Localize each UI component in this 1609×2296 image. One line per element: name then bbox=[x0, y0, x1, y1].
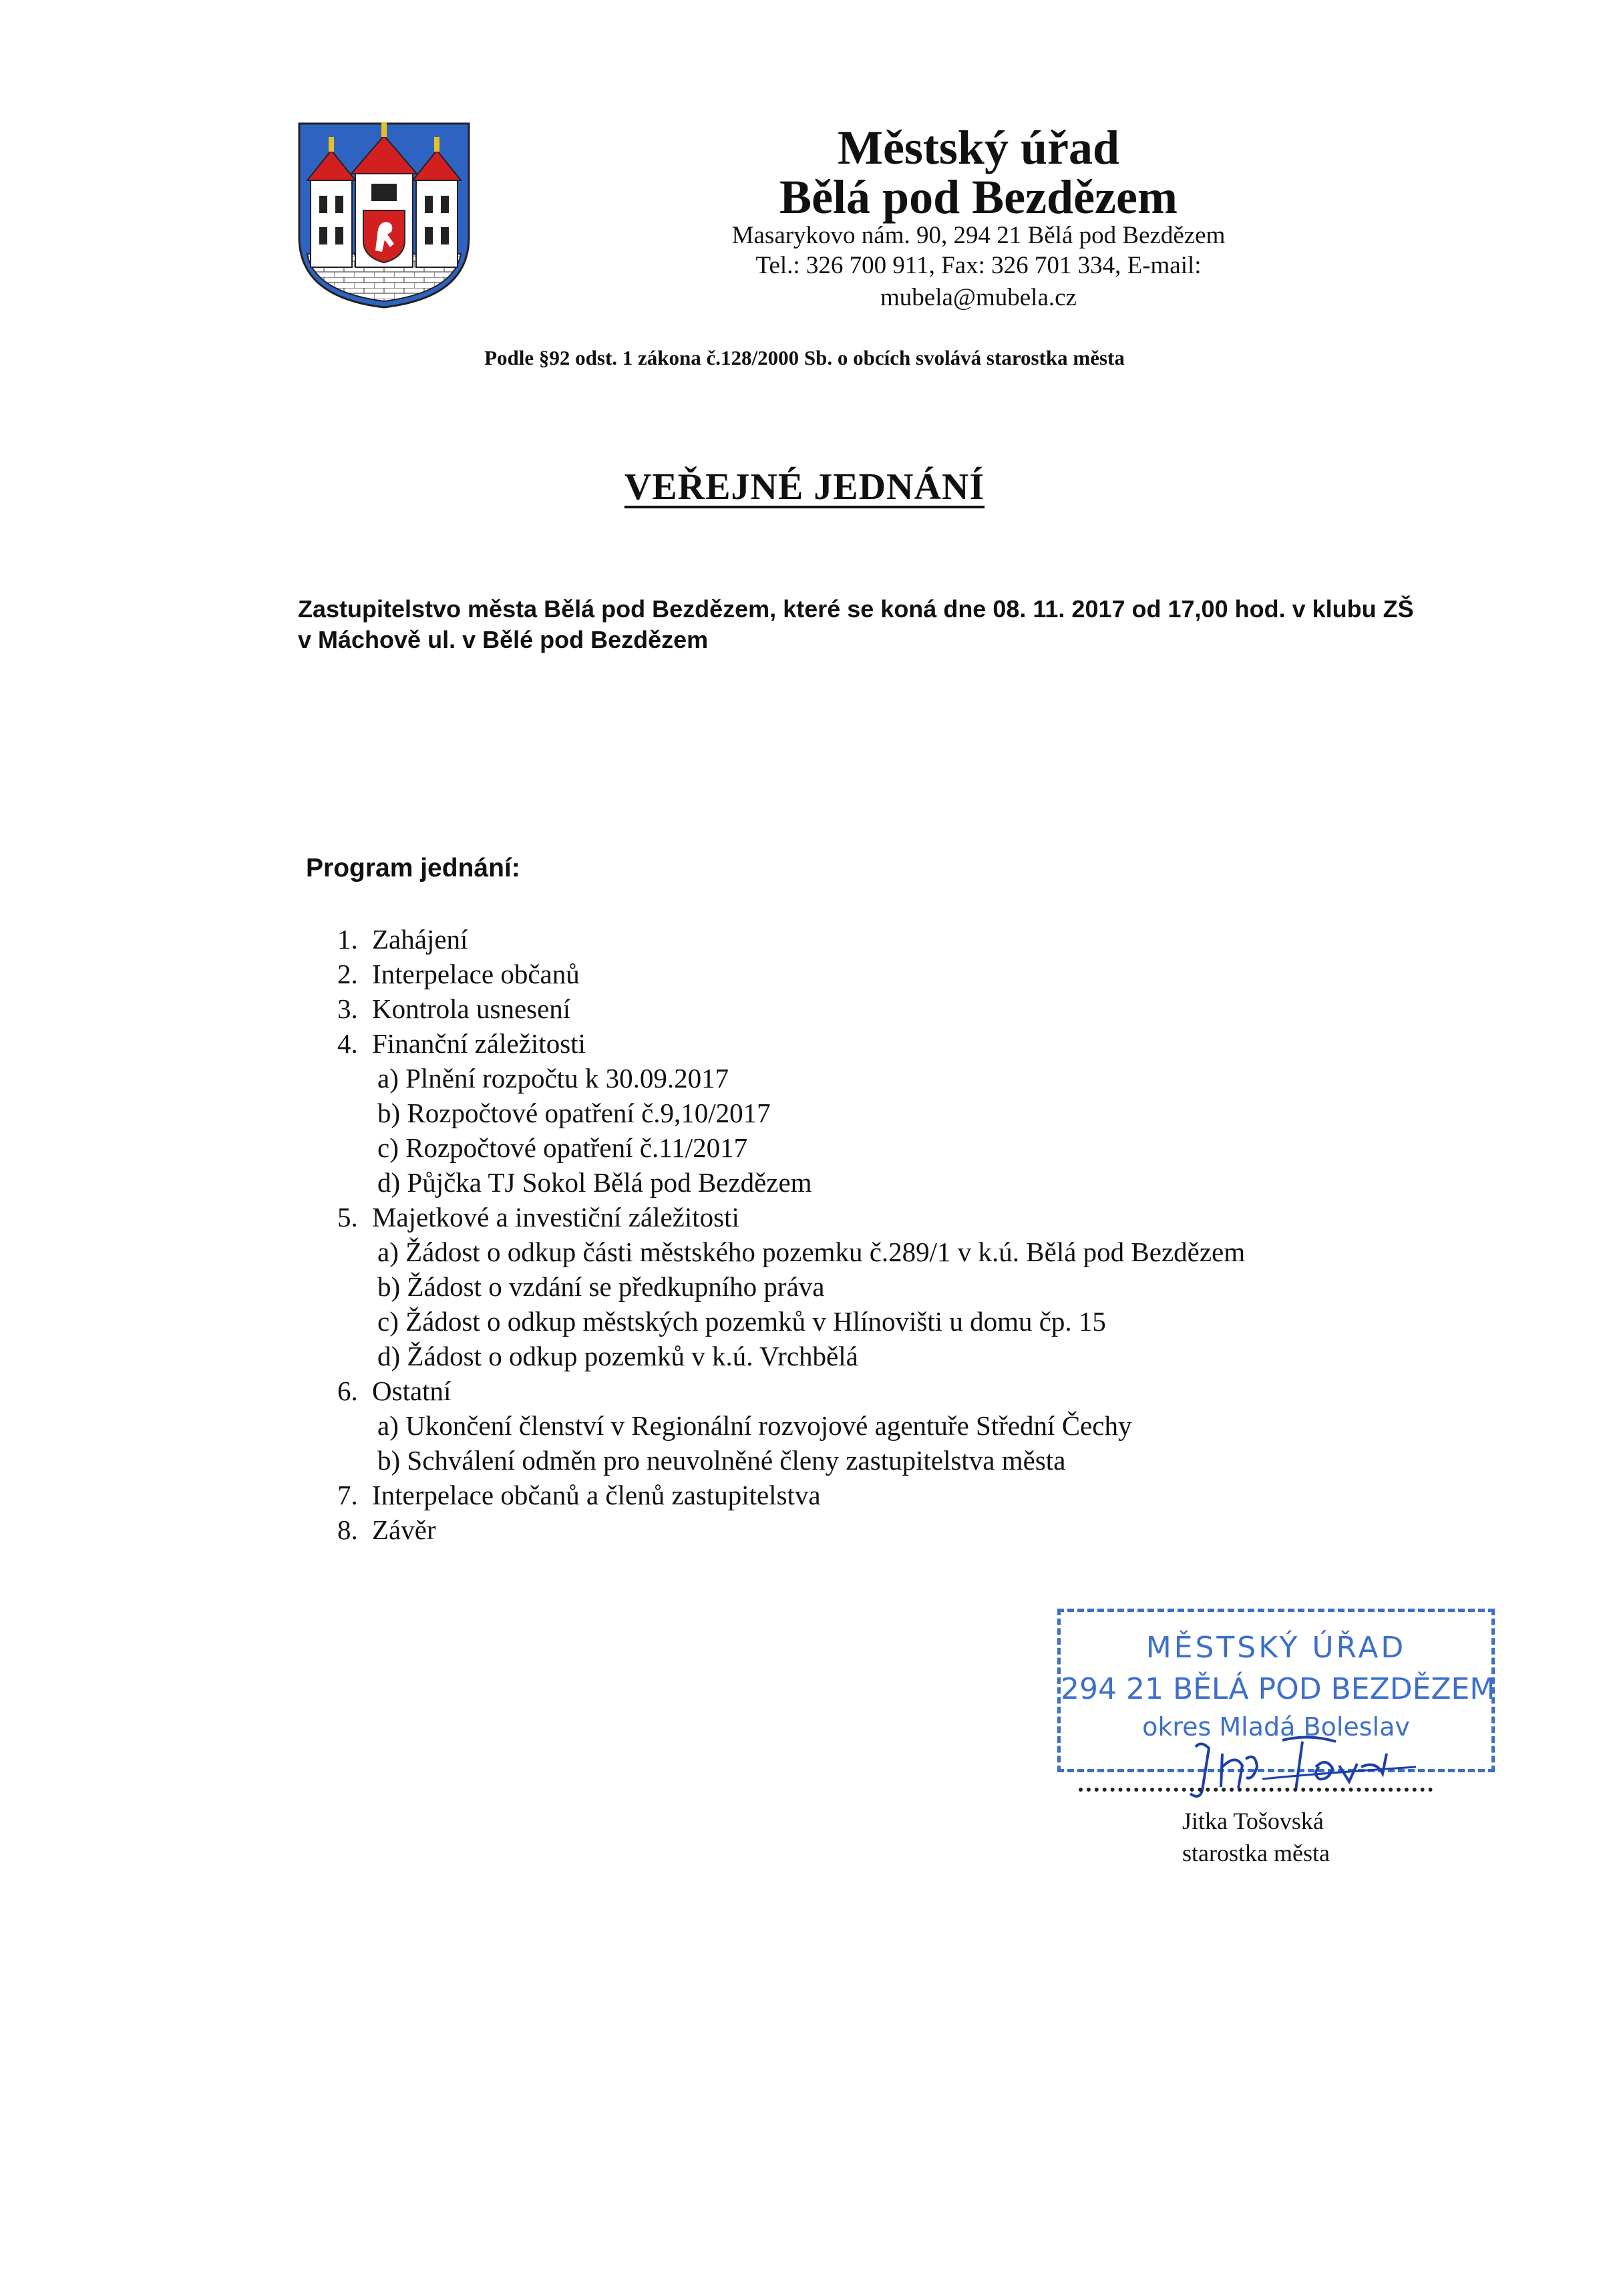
agenda-subitem-4b: b) Rozpočtové opatření č.9,10/2017 bbox=[377, 1098, 771, 1128]
program-heading: Program jednání: bbox=[306, 854, 520, 882]
agenda-subitem-4d: d) Půjčka TJ Sokol Bělá pod Bezdězem bbox=[377, 1167, 812, 1198]
document-title: VEŘEJNÉ JEDNÁNÍ bbox=[624, 466, 985, 508]
agenda-subitem-4c: c) Rozpočtové opatření č.11/2017 bbox=[377, 1132, 748, 1163]
office-contacts: Tel.: 326 700 911, Fax: 326 701 334, E-mail: mubela@mubela.cz bbox=[755, 252, 1202, 311]
agenda-subitem-5b: b) Žádost o vzdání se předkupního práva bbox=[377, 1271, 825, 1302]
signer-role: starostka města bbox=[1182, 1840, 1330, 1866]
agenda-subitem-6a: a) Ukončení členství v Regionální rozvojové agentuře Střední Čechy bbox=[377, 1410, 1132, 1441]
town-coat-of-arms-icon bbox=[294, 117, 474, 311]
meeting-intro-line2: v Máchově ul. v Bělé pod Bezdězem bbox=[298, 626, 709, 653]
agenda-item-2: 2. Interpelace občanů bbox=[337, 959, 580, 989]
signer-name: Jitka Tošovská bbox=[1182, 1808, 1324, 1834]
agenda-subitem-4a: a) Plnění rozpočtu k 30.09.2017 bbox=[377, 1063, 729, 1094]
meeting-intro-line1: Zastupitelstvo města Bělá pod Bezdězem, které se koná dne 08. 11. 2017 od 17,00 hod. v klubu ZŠ bbox=[298, 595, 1414, 623]
stamp-line3: okres Mladá Boleslav bbox=[1142, 1712, 1410, 1742]
signature-line bbox=[1079, 1788, 1433, 1792]
stamp-line1: MĚSTSKÝ ÚŘAD bbox=[1145, 1631, 1407, 1665]
legal-basis: Podle §92 odst. 1 zákona č.128/2000 Sb. o obcích svolává starostka města bbox=[484, 346, 1125, 369]
office-address: Masarykovo nám. 90, 294 21 Bělá pod Bezdězem bbox=[731, 222, 1226, 249]
agenda-subitem-5d: d) Žádost o odkup pozemků v k.ú. Vrchbělá bbox=[377, 1341, 858, 1371]
office-name-line2: Bělá pod Bezdězem bbox=[779, 170, 1178, 224]
handwritten-signature-icon bbox=[1182, 1727, 1423, 1807]
agenda-item-7: 7. Interpelace občanů a členů zastupitelstva bbox=[337, 1480, 821, 1510]
agenda-item-8: 8. Závěr bbox=[337, 1514, 436, 1545]
office-name-line1: Městský úřad bbox=[837, 121, 1119, 174]
meeting-intro bbox=[298, 594, 1487, 655]
agenda-item-4: 4. Finanční záležitosti bbox=[337, 1028, 586, 1059]
agenda-item-3: 3. Kontrola usnesení bbox=[337, 993, 571, 1024]
agenda-subitem-5c: c) Žádost o odkup městských pozemků v Hlínovišti u domu čp. 15 bbox=[377, 1306, 1106, 1337]
agenda-subitem-6b: b) Schválení odměn pro neuvolněné členy zastupitelstva města bbox=[377, 1445, 1066, 1476]
agenda-item-1: 1. Zahájení bbox=[337, 924, 468, 955]
stamp-line2: 294 21 BĚLÁ POD BEZDĚZEM bbox=[1061, 1672, 1495, 1706]
agenda-item-5: 5. Majetkové a investiční záležitosti bbox=[337, 1202, 739, 1233]
agenda-subitem-5a: a) Žádost o odkup části městského pozemku č.289/1 v k.ú. Bělá pod Bezdězem bbox=[377, 1237, 1246, 1267]
agenda-item-6: 6. Ostatní bbox=[337, 1375, 452, 1406]
